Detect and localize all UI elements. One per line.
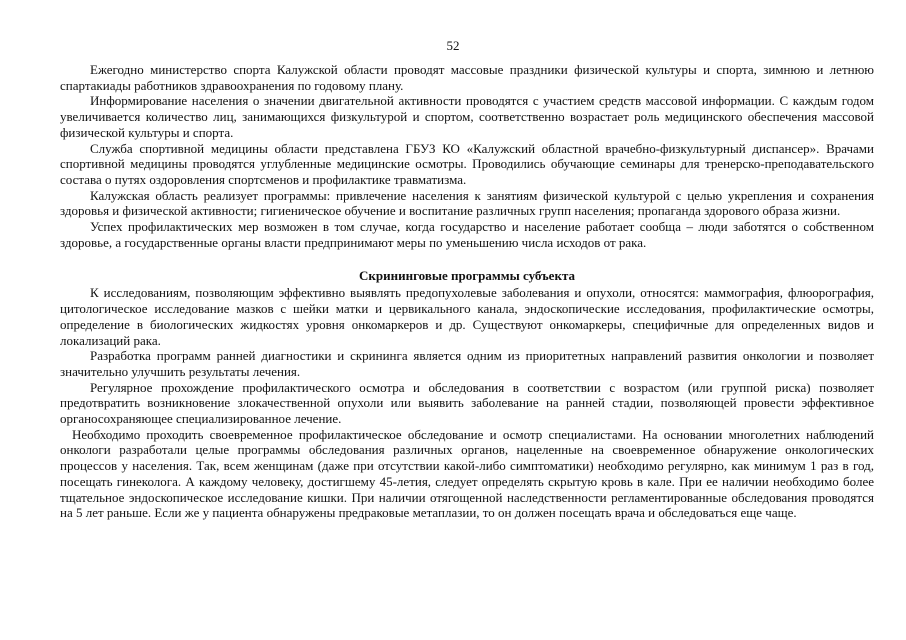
paragraph-screening-schedule: Необходимо проходить своевременное профилактическое обследование и осмотр специалистами. На основании многолетних наблюдений онкологи разработали целые программы обследования различных органов, нацеленные на своевременное обнаружение онкологических процессов у населения. Так, всем женщинам (даже при отсутствии какой-либо симптоматики) необходимо регулярно, как минимум 1 раз в год, посещать гинеколога. А каждому человеку, достигшему 45-летия, следует определять скрытую кровь в кале. При ее наличии необходимо более тщательное эндоскопическое исследование кишки. При наличии отягощенной наследственности регламентированные обследования проводятся на 5 лет раньше. Если же у пациента обнаружены предраковые метаплазии, то он должен посещать врача и обследоваться еще чаще.	[60, 426, 874, 521]
page-number: 52	[446, 38, 460, 53]
paragraph-prevention-success: Успех профилактических мер возможен в том случае, когда государство и население работает сообща – люди заботятся о собственном здоровье, а государственные органы власти предпринимают меры по уменьшению числа исходов от рака.	[60, 219, 874, 250]
paragraph-media-information: Информирование населения о значении двигательной активности проводятся с участием средств массовой информации. С каждым годом увеличивается количество лиц, занимающихся физкультурой и спортом, соответственно возрастает роль медицинского обеспечения массовой физической культуры и спорта.	[60, 93, 874, 140]
paragraph-early-diagnostics: Разработка программ ранней диагностики и скрининга является одним из приоритетных направлений развития онкологии и позволяет значительно улучшить результаты лечения.	[60, 348, 874, 379]
section-heading: Скрининговые программы субъекта	[359, 268, 575, 284]
paragraph-screening-methods: К исследованиям, позволяющим эффективно выявлять предопухолевые заболевания и опухоли, относятся: маммография, флюорография, цитологическое исследование мазков с шейки матки и цервикального канала, эндоскопические исследования, профилактические осмотры, определение в биологических жидкостях уровня онкомаркеров и др. Существуют онкомаркеры, специфичные для определенных видов и локализаций рака.	[60, 285, 874, 348]
paragraph-regular-checkup: Регулярное прохождение профилактического осмотра и обследования в соответствии с возрастом (или группой риска) позволяет предотвратить возникновение злокачественной опухоли или выявить заболевание на ранней стадии, позволяющей провести эффективное органосохраняющее специализированное лечение.	[60, 379, 874, 427]
paragraph-sports-medicine: Служба спортивной медицины области представлена ГБУЗ КО «Калужский областной врачебно-физкультурный диспансер». Врачами спортивной медицины проводятся углубленные медицинские осмотры. Проводились обучающие семинары для тренерско-преподавательского состава о путях оздоровления спортсменов и профилактике травматизма.	[60, 140, 874, 187]
paragraph-sport-events: Ежегодно министерство спорта Калужской области проводят массовые праздники физической культуры и спорта, зимнюю и летнюю спартакиады работников здравоохранения по годовому плану.	[60, 62, 874, 93]
page-content	[60, 62, 874, 521]
paragraph-regional-programs: Калужская область реализует программы: привлечение населения к занятиям физической культурой с целью укрепления и сохранения здоровья и физической активности; гигиеническое обучение и воспитание различных групп населения; пропаганда здорового образа жизни.	[60, 187, 874, 219]
